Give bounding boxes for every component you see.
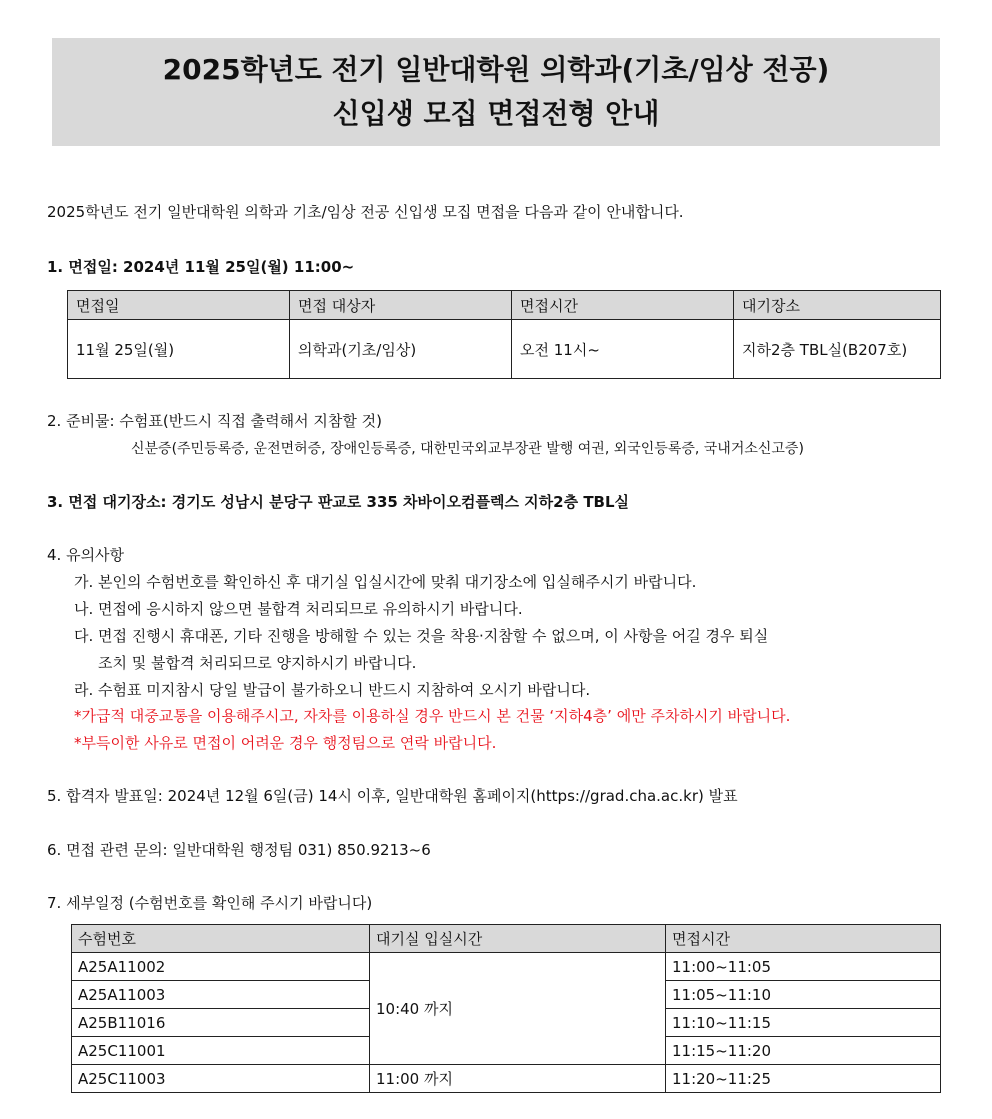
interview-time: 11:00~11:05 xyxy=(666,953,941,981)
interview-time: 11:20~11:25 xyxy=(666,1065,941,1093)
section7-heading: 7. 세부일정 (수험번호를 확인해 주시기 바랍니다) xyxy=(47,894,373,912)
table-cell: 의학과(기초/임상) xyxy=(290,320,512,379)
interview-date-table xyxy=(67,290,941,379)
table-cell: 11월 25일(월) xyxy=(68,320,290,379)
section2-line1: 2. 준비물: 수험표(반드시 직접 출력해서 지참할 것) xyxy=(47,412,382,430)
notice-item: 나. 면접에 응시하지 않으면 불합격 처리되므로 유의하시기 바랍니다. xyxy=(74,600,523,618)
table-row xyxy=(72,1065,941,1093)
exam-number: A25B11016 xyxy=(72,1009,370,1037)
table-header-row xyxy=(68,291,941,320)
table-cell: 지하2층 TBL실(B207호) xyxy=(734,320,941,379)
table-header-row xyxy=(72,925,941,953)
interview-time: 11:15~11:20 xyxy=(666,1037,941,1065)
section1-heading: 1. 면접일: 2024년 11월 25일(월) 11:00~ xyxy=(47,258,355,276)
exam-number: A25C11003 xyxy=(72,1065,370,1093)
section6-text: 6. 면접 관련 문의: 일반대학원 행정팀 031) 850.9213~6 xyxy=(47,841,431,859)
entry-time-cell: 10:40 까지 xyxy=(370,953,666,1065)
intro-text: 2025학년도 전기 일반대학원 의학과 기초/임상 전공 신입생 모집 면접을 다음과 같이 안내합니다. xyxy=(47,203,684,221)
section2-line2: 신분증(주민등록증, 운전면허증, 장애인등록증, 대한민국외교부장관 발행 여권, 외국인등록증, 국내거소신고증) xyxy=(131,441,804,457)
title-banner xyxy=(52,38,940,146)
exam-number: A25A11002 xyxy=(72,953,370,981)
table-cell: 오전 11시~ xyxy=(512,320,734,379)
notice-item: 가. 본인의 수험번호를 확인하신 후 대기실 입실시간에 맞춰 대기장소에 입실해주시기 바랍니다. xyxy=(74,573,697,591)
page-title-line2: 신입생 모집 면접전형 안내 xyxy=(332,97,660,130)
entry-time-cell: 11:00 까지 xyxy=(370,1065,666,1093)
table-header: 면접시간 xyxy=(666,925,941,953)
exam-number: A25A11003 xyxy=(72,981,370,1009)
table-row xyxy=(68,320,941,379)
table-header: 대기장소 xyxy=(734,291,941,320)
table-header: 면접 대상자 xyxy=(290,291,512,320)
notice-item: 다. 면접 진행시 휴대폰, 기타 진행을 방해할 수 있는 것을 착용·지참할 수 없으며, 이 사항을 어길 경우 퇴실 xyxy=(74,627,769,645)
section4-heading: 4. 유의사항 xyxy=(47,546,125,564)
exam-number: A25C11001 xyxy=(72,1037,370,1065)
schedule-table xyxy=(71,924,941,1093)
table-header: 면접일 xyxy=(68,291,290,320)
notice-item-cont: 조치 및 불합격 처리되므로 양지하시기 바랍니다. xyxy=(98,654,417,672)
red-note: *부득이한 사유로 면접이 어려운 경우 행정팀으로 연락 바랍니다. xyxy=(74,734,497,752)
table-header: 수험번호 xyxy=(72,925,370,953)
page-title-line1: 2025학년도 전기 일반대학원 의학과(기초/임상 전공) xyxy=(162,53,830,86)
notice-item: 라. 수험표 미지참시 당일 발급이 불가하오니 반드시 지참하여 오시기 바랍니다. xyxy=(74,681,591,699)
interview-time: 11:10~11:15 xyxy=(666,1009,941,1037)
table-header: 면접시간 xyxy=(512,291,734,320)
red-note: *가급적 대중교통을 이용해주시고, 자차를 이용하실 경우 반드시 본 건물 ‘지하4층’ 에만 주차하시기 바랍니다. xyxy=(74,707,791,725)
interview-time: 11:05~11:10 xyxy=(666,981,941,1009)
table-row xyxy=(72,953,941,981)
section5-text: 5. 합격자 발표일: 2024년 12월 6일(금) 14시 이후, 일반대학원 홈페이지(https://grad.cha.ac.kr) 발표 xyxy=(47,787,738,805)
table-header: 대기실 입실시간 xyxy=(370,925,666,953)
section3-heading: 3. 면접 대기장소: 경기도 성남시 분당구 판교로 335 차바이오컴플렉스 지하2층 TBL실 xyxy=(47,493,630,511)
